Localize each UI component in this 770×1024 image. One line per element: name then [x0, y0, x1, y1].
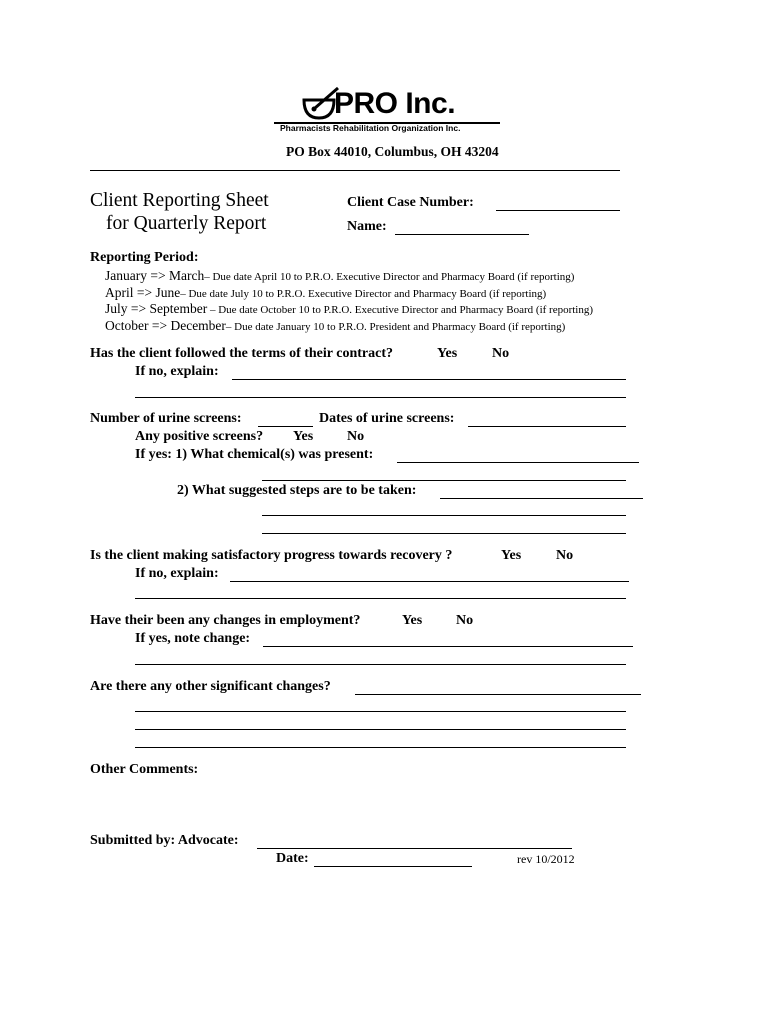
employment-yes-option[interactable]: Yes — [402, 613, 423, 628]
other-changes-field-2[interactable] — [135, 711, 626, 712]
reporting-period-row — [105, 317, 565, 335]
period-range: October => December — [105, 318, 226, 333]
period-note: – Due date April 10 to P.R.O. Executive Director and Pharmacy Board (if reporting) — [204, 271, 575, 283]
other-changes-field[interactable] — [355, 694, 641, 695]
progress-no-option[interactable]: No — [556, 548, 574, 563]
progress-explain-field[interactable] — [230, 581, 629, 582]
contract-explain-label: If no, explain: — [135, 364, 219, 379]
steps-field-3[interactable] — [262, 533, 626, 534]
case-number-label: Client Case Number: — [347, 195, 474, 210]
name-label: Name: — [347, 219, 387, 234]
positive-yes-option[interactable]: Yes — [293, 429, 314, 444]
period-range: January => March — [105, 268, 205, 283]
other-changes-field-3[interactable] — [135, 729, 626, 730]
reporting-period-row — [105, 267, 574, 285]
progress-yes-option[interactable]: Yes — [501, 548, 522, 563]
date-field[interactable] — [314, 866, 472, 867]
steps-field-2[interactable] — [262, 515, 626, 516]
submitted-by-label: Submitted by: Advocate: — [90, 833, 239, 848]
period-range: July => September — [105, 301, 208, 316]
employment-no-option[interactable]: No — [456, 613, 474, 628]
urine-count-field[interactable] — [258, 426, 313, 427]
org-address: PO Box 44010, Columbus, OH 43204 — [286, 144, 499, 159]
case-number-field[interactable] — [496, 210, 620, 211]
employment-question: Have their been any changes in employment? — [90, 613, 361, 628]
contract-no-option[interactable]: No — [492, 346, 510, 361]
progress-question: Is the client making satisfactory progress towards recovery ? — [90, 548, 453, 563]
employment-note-label: If yes, note change: — [135, 631, 251, 646]
progress-explain-label: If no, explain: — [135, 566, 219, 581]
chemical-label: If yes: 1) What chemical(s) was present: — [135, 447, 374, 462]
steps-field[interactable] — [440, 498, 643, 499]
urine-dates-label: Dates of urine screens: — [319, 411, 455, 426]
name-field[interactable] — [395, 234, 529, 235]
positive-no-option[interactable]: No — [347, 429, 365, 444]
contract-yes-option[interactable]: Yes — [437, 346, 458, 361]
reporting-period-label: Reporting Period: — [90, 250, 199, 265]
employment-note-field-2[interactable] — [135, 664, 626, 665]
reporting-period-row — [105, 300, 593, 318]
other-comments-label: Other Comments: — [90, 762, 199, 777]
logo — [272, 86, 507, 136]
header-divider — [90, 170, 620, 171]
positive-screens-label: Any positive screens? — [135, 429, 264, 444]
page-title-line1: Client Reporting Sheet — [90, 190, 269, 211]
contract-explain-field[interactable] — [232, 379, 626, 380]
page-title-line2: for Quarterly Report — [106, 213, 267, 234]
chemical-field[interactable] — [397, 462, 639, 463]
urine-dates-field[interactable] — [468, 426, 626, 427]
logo-name: PRO Inc. — [334, 87, 456, 120]
advocate-field[interactable] — [257, 848, 572, 849]
logo-subtitle: Pharmacists Rehabilitation Organization Inc. — [280, 123, 461, 133]
progress-explain-field-2[interactable] — [135, 598, 626, 599]
employment-note-field[interactable] — [263, 646, 633, 647]
revision-label: rev 10/2012 — [517, 852, 575, 866]
other-changes-field-4[interactable] — [135, 747, 626, 748]
urine-count-label: Number of urine screens: — [90, 411, 242, 426]
period-range: April => June — [105, 285, 181, 300]
contract-question: Has the client followed the terms of their contract? — [90, 346, 393, 361]
period-note: – Due date January 10 to P.R.O. President and Pharmacy Board (if reporting) — [225, 321, 566, 333]
chemical-field-2[interactable] — [262, 480, 626, 481]
contract-explain-field-2[interactable] — [135, 397, 626, 398]
date-label: Date: — [276, 851, 309, 866]
period-note: – Due date July 10 to P.R.O. Executive Director and Pharmacy Board (if reporting) — [180, 288, 547, 300]
other-changes-question: Are there any other significant changes? — [90, 679, 331, 694]
steps-label: 2) What suggested steps are to be taken: — [177, 483, 417, 498]
period-note: – Due date October 10 to P.R.O. Executive Director and Pharmacy Board (if reporting) — [207, 304, 594, 316]
